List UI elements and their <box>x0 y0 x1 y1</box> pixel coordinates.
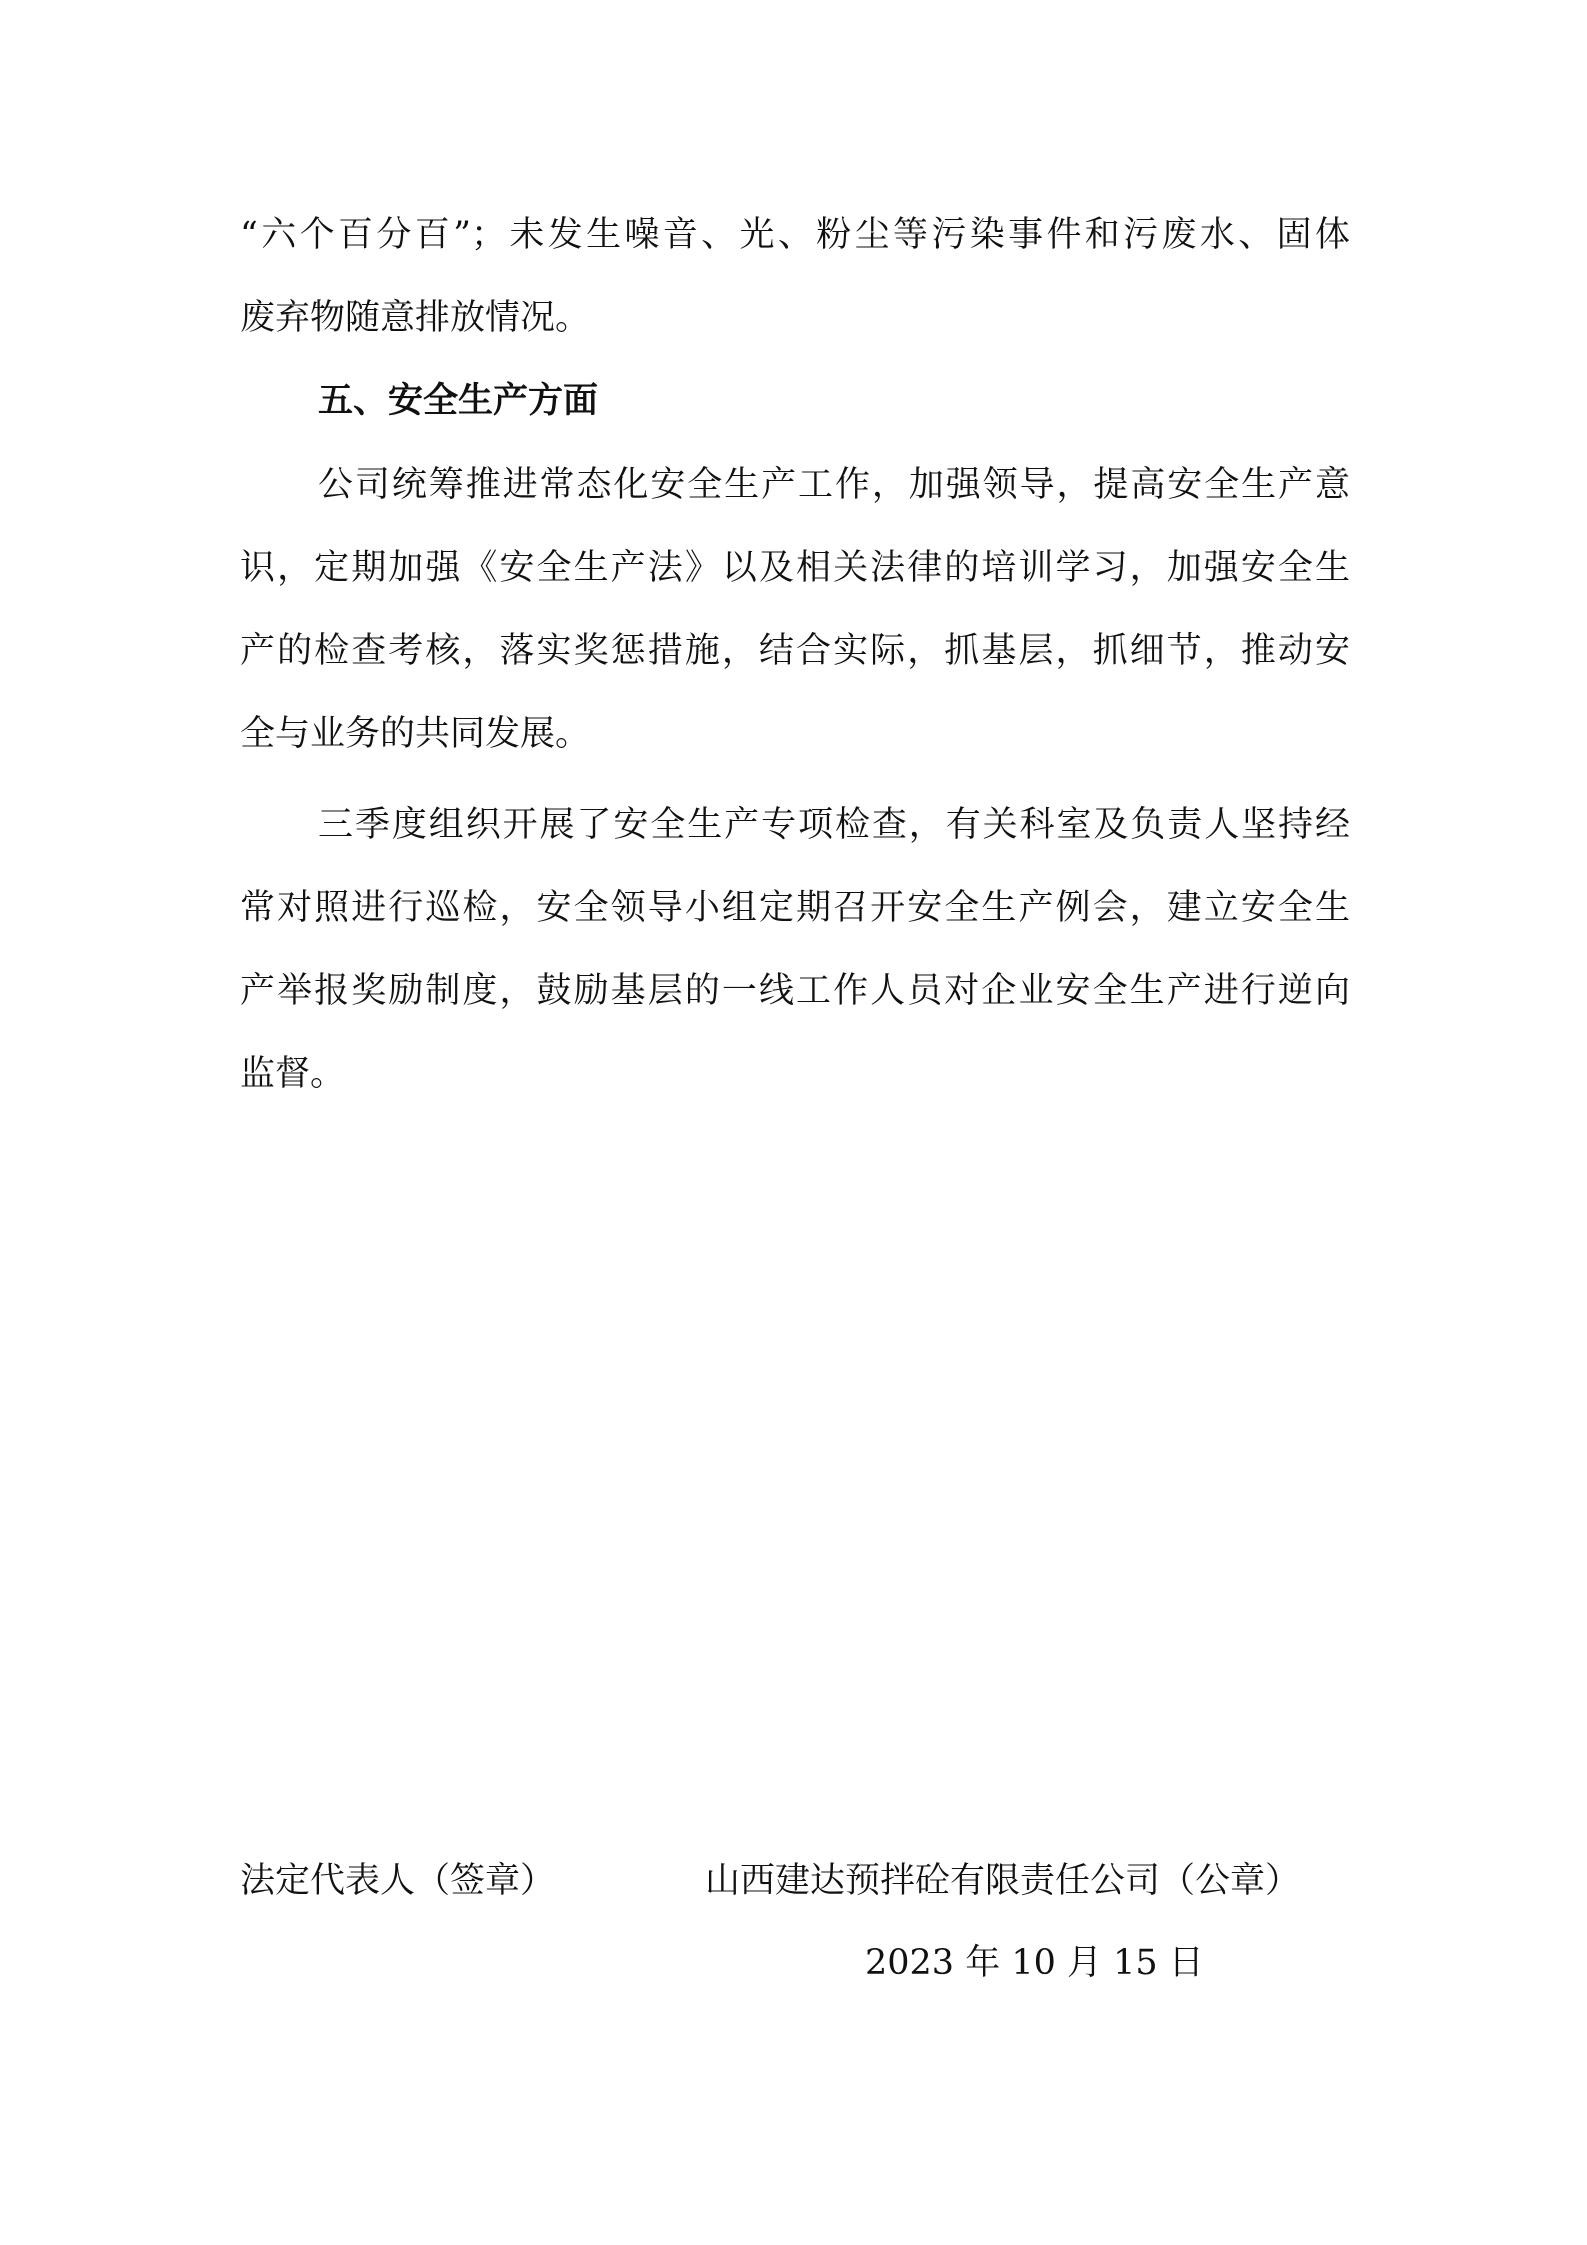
paragraph-line: 产举报奖励制度，鼓励基层的一线工作人员对企业安全生产进行逆向 <box>240 971 1350 1011</box>
paragraph-line: 产的检查考核，落实奖惩措施，结合实际，抓基层，抓细节，推动安 <box>240 631 1350 671</box>
body-text-line: 废弃物随意排放情况。 <box>240 298 591 338</box>
paragraph-line: 识，定期加强《安全生产法》以及相关法律的培训学习，加强安全生 <box>240 548 1350 588</box>
signature-date: 2023 年 10 月 15 日 <box>865 1943 1204 1983</box>
company-seal: 山西建达预拌砼有限责任公司（公章） <box>705 1861 1301 1901</box>
section-heading: 五、安全生产方面 <box>318 380 599 421</box>
paragraph-line: 常对照进行巡检，安全领导小组定期召开安全生产例会，建立安全生 <box>240 888 1350 928</box>
paragraph-line: 全与业务的共同发展。 <box>240 714 591 754</box>
legal-representative-signature: 法定代表人（签章） <box>240 1861 556 1901</box>
paragraph-line: 三季度组织开展了安全生产专项检查，有关科室及负责人坚持经 <box>318 805 1350 845</box>
body-text-line: “六个百分百”；未发生噪音、光、粉尘等污染事件和污废水、固体 <box>240 215 1350 255</box>
paragraph-line: 监督。 <box>240 1054 346 1094</box>
paragraph-line: 公司统筹推进常态化安全生产工作，加强领导，提高安全生产意 <box>318 465 1350 505</box>
